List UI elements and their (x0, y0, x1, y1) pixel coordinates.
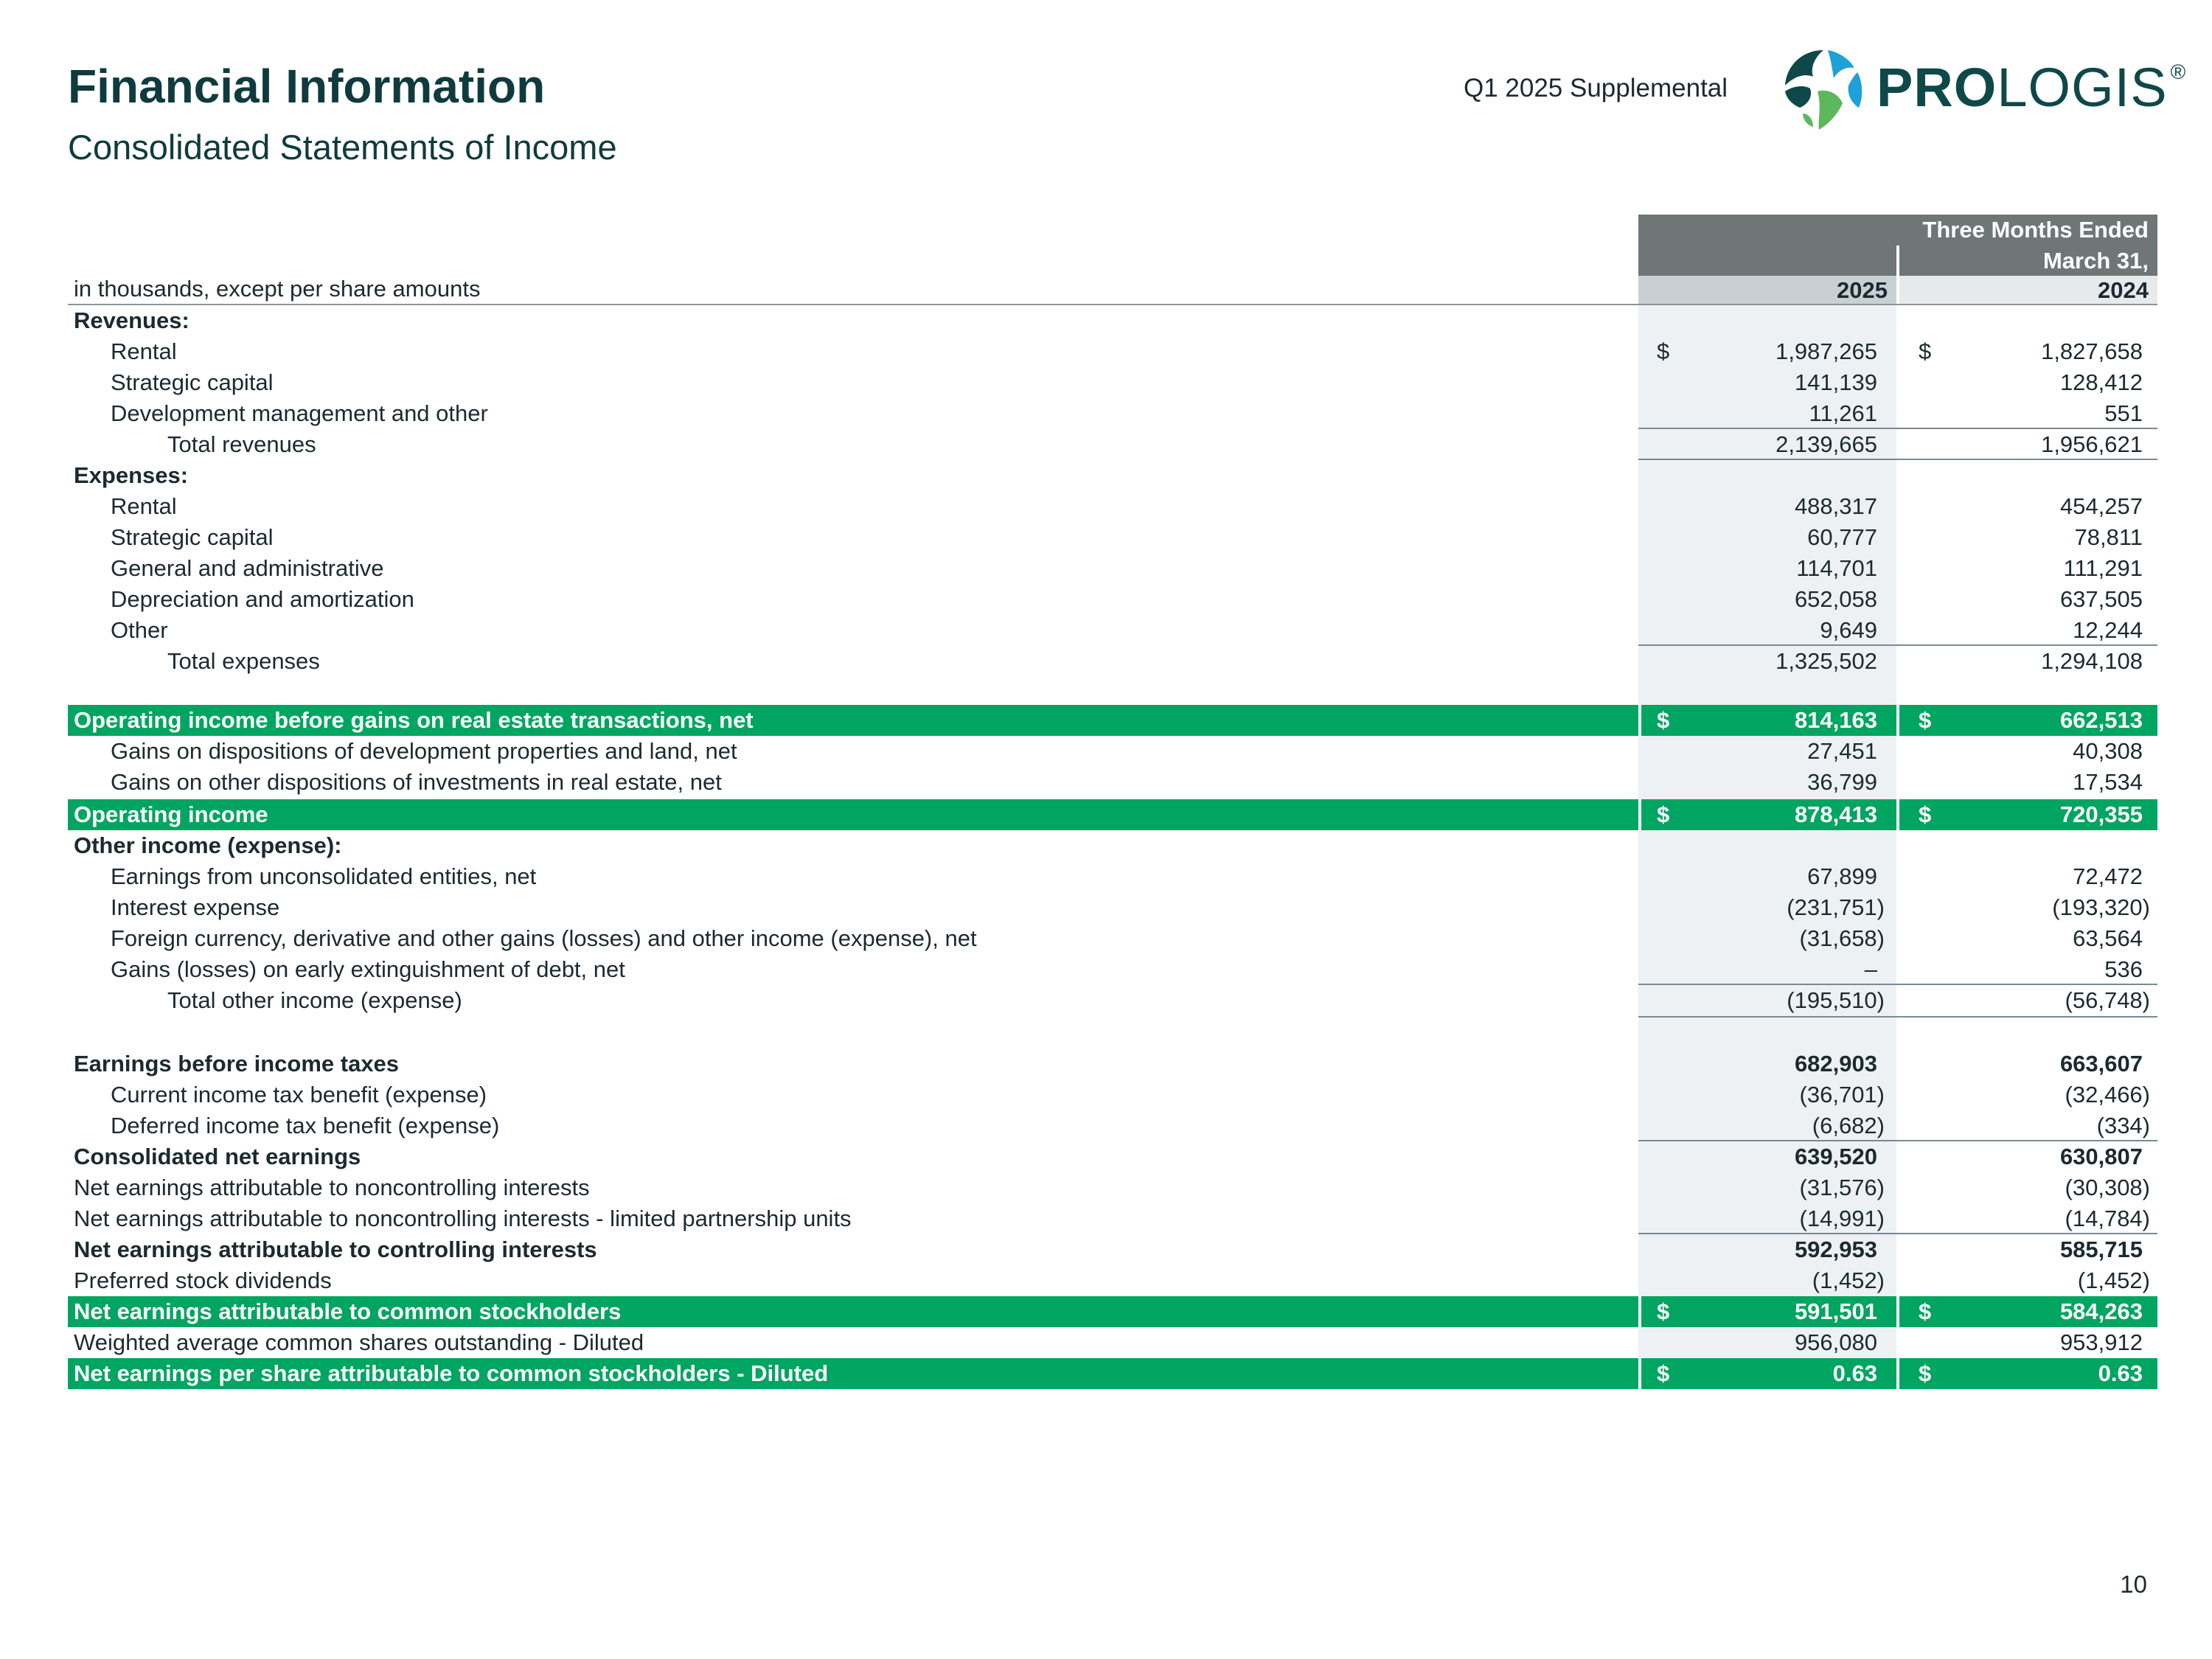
currency-symbol-2025: $ (1657, 338, 1670, 364)
value-2024: 454,257 (2059, 493, 2143, 519)
row-label: Total other income (expense) (167, 987, 462, 1013)
table-row (68, 1327, 2157, 1358)
value-2025: (31,576) (1799, 1175, 1885, 1200)
value-2025: (1,452) (1812, 1267, 1885, 1293)
table-row (68, 1141, 2157, 1172)
table-row (68, 1172, 2157, 1203)
row-label: Expenses: (74, 462, 189, 488)
row-label: Other (111, 617, 168, 643)
table-row (68, 522, 2157, 553)
value-2024: 40,308 (2073, 738, 2143, 764)
table-row (68, 398, 2157, 429)
value-2024: 1,956,621 (2041, 431, 2143, 457)
value-2024: (32,466) (2065, 1082, 2150, 1107)
currency-symbol-2024: $ (1919, 1298, 1932, 1324)
table-row (68, 1203, 2157, 1234)
value-2024: 584,263 (2059, 1298, 2143, 1324)
table-row (68, 736, 2157, 767)
table-row (68, 705, 2157, 736)
value-2025: 2,139,665 (1775, 431, 1877, 457)
column-separator (1638, 799, 1641, 830)
value-2024: 1,294,108 (2041, 648, 2143, 674)
prologis-logo (1781, 46, 2187, 134)
row-label: Net earnings attributable to controlling interests (74, 1237, 597, 1262)
row-label: Net earnings per share attributable to common stockholders - Diluted (74, 1360, 829, 1386)
row-label: Rental (111, 338, 177, 364)
table-row (68, 1358, 2157, 1389)
row-label: Foreign currency, derivative and other gains (losses) and other income (expense), net (111, 925, 977, 951)
logo-text-bold: PRO (1877, 57, 1997, 118)
column-header-date-label: March 31, (2042, 248, 2149, 274)
currency-symbol-2024: $ (1919, 707, 1932, 733)
value-2024: 630,807 (2059, 1144, 2143, 1169)
value-2024: 17,534 (2073, 769, 2143, 795)
currency-symbol-2024: $ (1919, 1360, 1932, 1386)
value-2025: 814,163 (1794, 707, 1877, 733)
table-row (68, 367, 2157, 398)
page-subtitle: Consolidated Statements of Income (68, 128, 617, 167)
table-row (68, 861, 2157, 892)
row-label: Gains on dispositions of development properties and land, net (111, 738, 737, 764)
column-separator (1638, 1296, 1641, 1327)
value-2024: 12,244 (2073, 617, 2143, 643)
value-2025: 592,953 (1794, 1237, 1877, 1262)
table-row (68, 1079, 2157, 1110)
table-row (68, 336, 2157, 367)
value-2025: (36,701) (1799, 1082, 1885, 1107)
value-2024: (14,784) (2065, 1206, 2150, 1231)
row-label: Current income tax benefit (expense) (111, 1082, 487, 1107)
column-separator (1896, 705, 1899, 736)
row-label: Strategic capital (111, 369, 274, 395)
table-row (68, 892, 2157, 923)
currency-symbol-2025: $ (1657, 801, 1670, 827)
page-title: Financial Information (68, 60, 546, 113)
value-2024: 551 (2104, 400, 2143, 426)
value-2025: – (1864, 956, 1877, 982)
row-label: Deferred income tax benefit (expense) (111, 1113, 500, 1138)
value-2025: 591,501 (1794, 1298, 1877, 1324)
value-2024: 637,505 (2059, 586, 2143, 612)
table-row (68, 799, 2157, 830)
table-row (68, 767, 2157, 798)
table-row (68, 1296, 2157, 1327)
row-label: Net earnings attributable to noncontrolling interests (74, 1175, 590, 1200)
value-2024: (193,320) (2052, 894, 2150, 920)
table-row (68, 305, 2157, 336)
row-label: Operating income (74, 801, 268, 827)
value-2025: 67,899 (1807, 863, 1877, 889)
value-2025: (231,751) (1787, 894, 1885, 920)
row-label: Interest expense (111, 894, 280, 920)
subtotal-rule (1638, 459, 2157, 460)
value-2025: (195,510) (1787, 987, 1885, 1013)
value-2025: 114,701 (1796, 555, 1877, 581)
row-label: Strategic capital (111, 524, 274, 550)
value-2025: 141,139 (1794, 369, 1877, 395)
value-2025: 1,325,502 (1775, 648, 1877, 674)
page-number: 10 (2120, 1571, 2147, 1598)
row-label: Total expenses (167, 648, 320, 674)
column-separator (1896, 799, 1899, 830)
row-label: Weighted average common shares outstanding - Diluted (74, 1329, 644, 1355)
currency-symbol-2025: $ (1657, 1298, 1670, 1324)
globe-icon (1781, 46, 1868, 134)
column-header-2024: 2024 (1899, 276, 2157, 305)
value-2025: 652,058 (1794, 586, 1877, 612)
registered-mark: ® (2170, 60, 2187, 83)
row-label: Depreciation and amortization (111, 586, 414, 612)
table-row (68, 954, 2157, 985)
table-row (68, 1048, 2157, 1079)
row-label: Earnings before income taxes (74, 1051, 400, 1077)
value-2025: (14,991) (1799, 1206, 1885, 1231)
subtotal-rule (1638, 1140, 2157, 1141)
subtotal-rule (1638, 1233, 2157, 1234)
value-2025: 682,903 (1794, 1051, 1877, 1077)
table-row (68, 985, 2157, 1016)
header-divider (1896, 246, 1899, 276)
table-row (68, 1234, 2157, 1265)
currency-symbol-2024: $ (1919, 338, 1932, 364)
table-row (68, 923, 2157, 954)
value-2025: 878,413 (1794, 801, 1877, 827)
column-separator (1638, 705, 1641, 736)
table-row (68, 553, 2157, 584)
column-separator (1638, 1358, 1641, 1389)
value-2025: 36,799 (1807, 769, 1877, 795)
value-2025: 27,451 (1807, 738, 1877, 764)
row-label: Gains on other dispositions of investments in real estate, net (111, 769, 722, 795)
value-2024: 72,472 (2073, 863, 2143, 889)
value-2024: 720,355 (2059, 801, 2143, 827)
row-label: Total revenues (167, 431, 316, 457)
row-label: Net earnings attributable to noncontrolling interests - limited partnership units (74, 1206, 852, 1231)
value-2025: 1,987,265 (1775, 338, 1877, 364)
value-2024: (334) (2096, 1113, 2150, 1138)
value-2025: 956,080 (1794, 1329, 1877, 1355)
value-2024: 662,513 (2059, 707, 2143, 733)
value-2025: 488,317 (1794, 493, 1877, 519)
table-row (68, 460, 2157, 491)
subtotal-rule (1638, 428, 2157, 429)
subtotal-rule (1638, 644, 2157, 646)
row-label: Earnings from unconsolidated entities, net (111, 863, 537, 889)
currency-symbol-2025: $ (1657, 707, 1670, 733)
table-row (68, 646, 2157, 677)
value-2024: 585,715 (2059, 1237, 2143, 1262)
supplemental-label: Q1 2025 Supplemental (1464, 74, 1728, 102)
value-2025: 60,777 (1807, 524, 1877, 550)
value-2025: 0.63 (1832, 1360, 1877, 1386)
row-label: Other income (expense): (74, 832, 342, 858)
value-2024: 78,811 (2074, 524, 2143, 550)
table-row (68, 1110, 2157, 1141)
subtotal-rule (1638, 984, 2157, 985)
subtotal-rule (1638, 1016, 2157, 1018)
units-label: in thousands, except per share amounts (74, 276, 481, 302)
table-row (68, 1265, 2157, 1296)
value-2024: 536 (2104, 956, 2143, 982)
value-2024: (56,748) (2065, 987, 2150, 1013)
value-2025: 9,649 (1820, 617, 1877, 643)
value-2025: 639,520 (1794, 1144, 1877, 1169)
value-2024: 63,564 (2073, 925, 2143, 951)
row-label: Rental (111, 493, 177, 519)
table-row (68, 615, 2157, 646)
column-separator (1896, 1358, 1899, 1389)
value-2024: 1,827,658 (2041, 338, 2143, 364)
row-label: Development management and other (111, 400, 488, 426)
column-separator (1896, 1296, 1899, 1327)
value-2025: (6,682) (1812, 1113, 1885, 1138)
row-label: Gains (losses) on early extinguishment of debt, net (111, 956, 625, 982)
value-2024: (30,308) (2065, 1175, 2150, 1200)
row-label: Operating income before gains on real estate transactions, net (74, 707, 754, 733)
row-label: Net earnings attributable to common stockholders (74, 1298, 622, 1324)
value-2024: (1,452) (2077, 1267, 2150, 1293)
value-2024: 111,291 (2063, 555, 2143, 581)
table-row (68, 830, 2157, 861)
logo-text-light: LOGIS (1997, 57, 2168, 118)
row-label: General and administrative (111, 555, 384, 581)
value-2024: 0.63 (2098, 1360, 2143, 1386)
column-header-period: Three Months Ended (1638, 215, 2157, 246)
currency-symbol-2025: $ (1657, 1360, 1670, 1386)
table-row (68, 491, 2157, 522)
row-label: Consolidated net earnings (74, 1144, 361, 1169)
value-2024: 953,912 (2059, 1329, 2143, 1355)
table-row (68, 429, 2157, 460)
value-2024: 128,412 (2059, 369, 2143, 395)
table-row (68, 584, 2157, 615)
value-2025: 11,261 (1809, 400, 1877, 426)
row-label: Revenues: (74, 307, 189, 333)
value-2024: 663,607 (2059, 1051, 2143, 1077)
column-header-2025: 2025 (1638, 276, 1896, 305)
row-label: Preferred stock dividends (74, 1267, 332, 1293)
value-2025: (31,658) (1799, 925, 1885, 951)
currency-symbol-2024: $ (1919, 801, 1932, 827)
